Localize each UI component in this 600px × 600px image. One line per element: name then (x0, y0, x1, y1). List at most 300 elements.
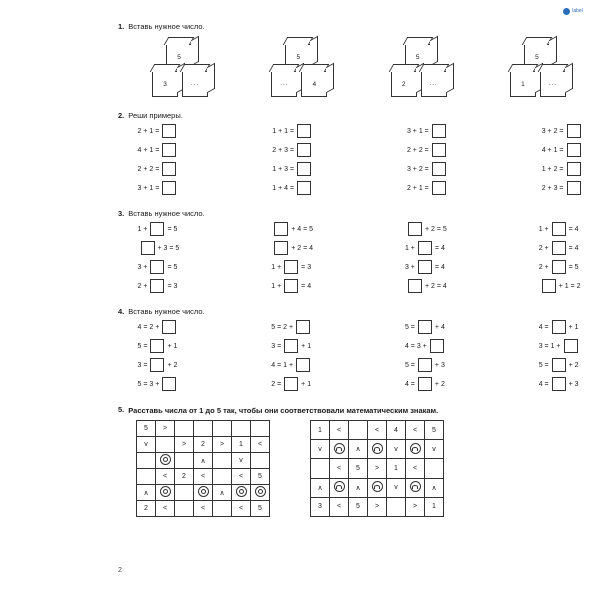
expression-pre: 2 + (538, 263, 549, 271)
expression: 2 + 2 = (137, 165, 160, 173)
exercise-row (403, 339, 448, 353)
exercise-column (540, 124, 582, 195)
grid-row (311, 459, 444, 478)
exercise-row (537, 222, 582, 236)
expression-pre: 1 + (538, 225, 549, 233)
swirl-icon (372, 481, 383, 492)
answer-box[interactable] (564, 339, 578, 353)
cube-group (383, 35, 461, 97)
task-2 (118, 111, 588, 195)
task-4 (118, 307, 588, 391)
grid-cell[interactable] (251, 453, 270, 469)
expression-post: + 2 (568, 361, 579, 369)
exercise-row (405, 162, 447, 176)
answer-box[interactable] (284, 339, 298, 353)
grid-cell: < (194, 501, 213, 517)
grid-cell[interactable] (387, 497, 406, 516)
expression-pre: 5 = 3 + (137, 380, 160, 388)
task-1-heading (118, 22, 588, 31)
answer-box[interactable] (552, 358, 566, 372)
exercise-row (540, 143, 582, 157)
expression-post: = 3 (167, 282, 178, 290)
cube-value: ... (429, 81, 438, 87)
grid-cell-flower (251, 485, 270, 501)
expression-pre: 5 = 2 + (271, 323, 294, 331)
exercise-row (403, 377, 448, 391)
expression-post: + 1 (568, 323, 579, 331)
expression-pre: 4 = (538, 380, 549, 388)
grid-cell: > (368, 459, 387, 478)
task-5-number: 5. (118, 405, 125, 414)
grid-cell[interactable] (425, 459, 444, 478)
exercise-row (270, 320, 315, 334)
grid-row (137, 453, 270, 469)
cube-left (510, 71, 536, 97)
exercise-row (136, 143, 178, 157)
cube-top-face (150, 64, 181, 72)
exercise-row (136, 260, 181, 274)
swirl-icon (410, 481, 421, 492)
grid-cell[interactable]: 1 (232, 437, 251, 453)
grid-cell: 1 (425, 497, 444, 516)
grid-cell: v (387, 440, 406, 459)
answer-box[interactable] (297, 143, 311, 157)
cube-group (144, 35, 222, 97)
swirl-icon (372, 443, 383, 454)
exercise-column (537, 320, 582, 391)
grid-cell: > (175, 437, 194, 453)
cube-left (152, 71, 178, 97)
expression-pre: 5 = (137, 342, 148, 350)
cube-value: 2 (401, 80, 406, 88)
answer-box[interactable] (162, 162, 176, 176)
answer-box[interactable] (418, 320, 432, 334)
expression-post: + 1 = 2 (558, 282, 581, 290)
answer-box[interactable] (274, 241, 288, 255)
exercise-column (270, 320, 315, 391)
answer-box[interactable] (408, 279, 422, 293)
grid-cell: 4 (387, 421, 406, 440)
grid-cell: 1 (387, 459, 406, 478)
grid-cell-swirl (368, 440, 387, 459)
grid-cell: ∧ (349, 440, 368, 459)
cube-side-face (549, 36, 557, 67)
cube-top-face (402, 37, 433, 45)
grid-cell: < (232, 469, 251, 485)
flower-icon (255, 486, 266, 497)
expression-pre: 3 + (137, 263, 148, 271)
expression: 3 + 2 = (406, 165, 429, 173)
answer-box[interactable] (162, 143, 176, 157)
grid-cell[interactable] (213, 453, 232, 469)
exercise-row (403, 222, 448, 236)
cube-value: 1 (521, 80, 525, 88)
exercise-row (537, 339, 582, 353)
task-3-number: 3. (118, 209, 125, 218)
answer-box[interactable] (296, 358, 310, 372)
cube-top-face (388, 64, 419, 72)
grid-cell: < (330, 421, 349, 440)
grid-cell[interactable] (349, 421, 368, 440)
answer-box[interactable] (162, 124, 176, 138)
cube-left (391, 71, 417, 97)
grid-cell[interactable] (175, 421, 194, 437)
expression: 1 + 3 = (272, 165, 295, 173)
cube-value: 5 (415, 53, 420, 61)
expression-post: + 1 (301, 380, 312, 388)
expression-post: + 4 = 5 (291, 225, 314, 233)
grid-cell: > (406, 497, 425, 516)
grid-right (310, 420, 444, 517)
exercise-row (270, 260, 315, 274)
expression-post: = 4 (568, 225, 579, 233)
worksheet-content (118, 22, 588, 523)
grid-cell: 5 (349, 497, 368, 516)
flower-icon (160, 486, 171, 497)
answer-box[interactable] (150, 339, 164, 353)
expression-post: + 1 (167, 342, 178, 350)
grid-cell[interactable]: 2 (175, 469, 194, 485)
expression: 1 + 2 = (541, 165, 564, 173)
exercise-row (271, 124, 313, 138)
exercise-row (537, 358, 582, 372)
grid-cell: < (330, 497, 349, 516)
expression: 1 + 4 = (272, 184, 295, 192)
cube-groups (118, 35, 588, 97)
grid-cell-flower (232, 485, 251, 501)
cube-group (502, 35, 580, 97)
exercise-row (271, 143, 313, 157)
expression-pre: 2 = (271, 380, 282, 388)
answer-box[interactable] (432, 162, 446, 176)
swirl-icon (410, 443, 421, 454)
expression-pre: 3 = 1 + (538, 342, 561, 350)
grid-cell[interactable] (175, 453, 194, 469)
answer-box[interactable] (567, 143, 581, 157)
task-1-number: 1. (118, 22, 125, 31)
expression-pre: 4 = (538, 323, 549, 331)
grid-cell[interactable] (175, 501, 194, 517)
grid-cell: v (387, 478, 406, 497)
cube-value: 5 (296, 53, 301, 61)
cube-group (263, 35, 341, 97)
cube-side-face (191, 36, 199, 67)
exercise-row (537, 320, 582, 334)
answer-box[interactable] (418, 377, 432, 391)
expression-pre: 5 = (538, 361, 549, 369)
exercise-column (136, 320, 181, 391)
publisher-logo (558, 6, 588, 16)
exercise-column (271, 124, 313, 195)
grid-cell (194, 421, 213, 437)
logo-mark-icon (563, 8, 570, 15)
exercise-row (136, 222, 181, 236)
answer-box[interactable] (430, 339, 444, 353)
exercise-column (270, 222, 315, 293)
answer-box[interactable] (552, 377, 566, 391)
grid-cell: 5 (425, 421, 444, 440)
flower-icon (198, 486, 209, 497)
grid-row (311, 440, 444, 459)
grid-cell[interactable] (137, 469, 156, 485)
logo-text: label (572, 8, 583, 14)
cube-right[interactable] (182, 71, 208, 97)
exercise-row (405, 181, 447, 195)
task-2-number: 2. (118, 111, 125, 120)
exercise-row (136, 162, 178, 176)
exercise-row (537, 260, 582, 274)
grid-cell: < (368, 421, 387, 440)
expression-post: + 1 (301, 342, 312, 350)
grid-left (136, 420, 270, 517)
page-number: 2 (118, 567, 122, 574)
exercise-row (136, 339, 181, 353)
grid-cell: v (311, 440, 330, 459)
grid-cell-swirl (406, 478, 425, 497)
exercise-row (270, 222, 315, 236)
exercise-row (270, 358, 315, 372)
answer-box[interactable] (432, 124, 446, 138)
expression-pre: 3 = (271, 342, 282, 350)
grid-cell: ∧ (349, 478, 368, 497)
answer-box[interactable] (567, 124, 581, 138)
expression-post: = 5 (167, 263, 178, 271)
grid-cell (232, 421, 251, 437)
expression-pre: 1 + (404, 244, 415, 252)
answer-box[interactable] (552, 222, 566, 236)
cube-right[interactable] (540, 71, 566, 97)
expression-pre: 4 = 3 + (404, 342, 427, 350)
grid-cell: < (156, 501, 175, 517)
answer-box[interactable] (297, 124, 311, 138)
expression-post: + 3 (568, 380, 579, 388)
answer-box[interactable] (418, 358, 432, 372)
grid-cell: > (213, 437, 232, 453)
expression-pre: 4 = (404, 380, 415, 388)
grid-cell[interactable] (213, 501, 232, 517)
cube-side-face (430, 36, 438, 67)
grid-cell[interactable] (175, 485, 194, 501)
grid-row (137, 485, 270, 501)
grid-cell: > (156, 421, 175, 437)
cube-right (301, 71, 327, 97)
task-5-grids (118, 420, 588, 517)
exercise-column (403, 222, 448, 293)
grid-row (311, 497, 444, 516)
task-3-heading (118, 209, 588, 218)
exercise-column (405, 124, 447, 195)
expression-pre: 3 = (137, 361, 148, 369)
grid-cell: ∧ (425, 478, 444, 497)
grid-cell: ∧ (137, 485, 156, 501)
exercise-row (136, 358, 181, 372)
grid-cell[interactable]: 2 (194, 437, 213, 453)
expression-post: = 3 (301, 263, 312, 271)
expression: 2 + 1 = (137, 127, 160, 135)
exercise-row (537, 279, 582, 293)
exercise-row (270, 279, 315, 293)
grid-cell[interactable] (311, 459, 330, 478)
expression-pre: 5 = (404, 323, 415, 331)
grid-cell-swirl (368, 478, 387, 497)
answer-box[interactable] (432, 181, 446, 195)
grid-cell[interactable]: 5 (137, 421, 156, 437)
cube-top-face (508, 64, 539, 72)
answer-box[interactable] (418, 260, 432, 274)
grid-cell: v (425, 440, 444, 459)
exercise-row (537, 377, 582, 391)
answer-box[interactable] (296, 320, 310, 334)
grid-cell: 2 (137, 501, 156, 517)
exercise-column (136, 124, 178, 195)
expression-pre: 2 + (137, 282, 148, 290)
cube-top-face (418, 64, 449, 72)
answer-box[interactable] (552, 320, 566, 334)
exercise-row (136, 241, 181, 255)
exercise-row (537, 241, 582, 255)
task-5-heading (118, 405, 588, 416)
expression: 3 + 1 = (406, 127, 429, 135)
task-4-columns (118, 320, 588, 391)
task-1-title: Вставь нужное число. (128, 22, 205, 31)
grid-cell-swirl (330, 478, 349, 497)
answer-box[interactable] (542, 279, 556, 293)
grid-cell: < (194, 469, 213, 485)
expression: 4 + 1 = (541, 146, 564, 154)
exercise-row (403, 279, 448, 293)
grid-cell[interactable] (251, 421, 270, 437)
grid-cell: < (406, 421, 425, 440)
answer-box[interactable] (150, 222, 164, 236)
exercise-row (136, 320, 181, 334)
grid-cell: < (251, 437, 270, 453)
expression: 2 + 3 = (541, 184, 564, 192)
grid-cell[interactable] (156, 437, 175, 453)
expression: 4 + 1 = (137, 146, 160, 154)
exercise-row (540, 124, 582, 138)
exercise-row (270, 377, 315, 391)
expression-pre: 2 + (538, 244, 549, 252)
grid-cell[interactable]: 5 (251, 469, 270, 485)
answer-box[interactable] (284, 260, 298, 274)
exercise-column (403, 320, 448, 391)
task-3 (118, 209, 588, 293)
cube-side-face (207, 63, 215, 94)
answer-box[interactable] (141, 241, 155, 255)
grid-row (137, 501, 270, 517)
grid-row (137, 421, 270, 437)
grid-cell[interactable] (137, 453, 156, 469)
task-4-number: 4. (118, 307, 125, 316)
answer-box[interactable] (150, 358, 164, 372)
expression-post: + 2 = 4 (424, 282, 447, 290)
answer-box[interactable] (418, 241, 432, 255)
swirl-icon (334, 481, 345, 492)
exercise-row (540, 162, 582, 176)
expression: 2 + 2 = (406, 146, 429, 154)
answer-box[interactable] (274, 222, 288, 236)
answer-box[interactable] (297, 181, 311, 195)
cube-value: ... (548, 81, 557, 87)
cube-top-face (522, 37, 553, 45)
grid-cell-swirl (330, 440, 349, 459)
grid-cell[interactable] (213, 421, 232, 437)
grid-cell-swirl (406, 440, 425, 459)
grid-cell-flower (156, 453, 175, 469)
exercise-row (136, 377, 181, 391)
expression-post: = 5 (568, 263, 579, 271)
swirl-icon (334, 443, 345, 454)
exercise-row (405, 143, 447, 157)
answer-box[interactable] (408, 222, 422, 236)
expression: 2 + 3 = (272, 146, 295, 154)
answer-box[interactable] (162, 181, 176, 195)
grid-cell[interactable] (213, 469, 232, 485)
grid-cell: < (406, 459, 425, 478)
exercise-row (271, 181, 313, 195)
exercise-row (403, 358, 448, 372)
answer-box[interactable] (162, 377, 176, 391)
task-2-title: Реши примеры. (128, 111, 183, 120)
task-4-title: Вставь нужное число. (128, 307, 205, 316)
answer-box[interactable] (162, 320, 176, 334)
grid-row (311, 421, 444, 440)
exercise-row (136, 279, 181, 293)
expression-post: + 2 = 5 (424, 225, 447, 233)
cube-top-face (538, 64, 569, 72)
cube-value: ... (280, 81, 289, 87)
exercise-row (271, 162, 313, 176)
answer-box[interactable] (567, 181, 581, 195)
expression-post: = 4 (434, 263, 445, 271)
grid-cell: 5 (251, 501, 270, 517)
exercise-row (403, 241, 448, 255)
cube-value: 3 (163, 80, 167, 88)
answer-box[interactable] (284, 377, 298, 391)
answer-box[interactable] (150, 260, 164, 274)
grid-cell: ∧ (311, 478, 330, 497)
expression: 3 + 2 = (541, 127, 564, 135)
expression-post: = 4 (301, 282, 312, 290)
cube-top-face (180, 64, 211, 72)
task-5 (118, 405, 588, 517)
task-4-heading (118, 307, 588, 316)
expression-post: + 4 (434, 323, 445, 331)
grid-cell: v (232, 453, 251, 469)
exercise-column (537, 222, 582, 293)
exercise-row (136, 181, 178, 195)
exercise-row (405, 124, 447, 138)
expression-post: = 4 (434, 244, 445, 252)
exercise-row (136, 124, 178, 138)
answer-box[interactable] (284, 279, 298, 293)
answer-box[interactable] (552, 241, 566, 255)
answer-box[interactable] (150, 279, 164, 293)
expression-post: + 2 (434, 380, 445, 388)
task-3-title: Вставь нужное число. (128, 209, 205, 218)
cube-side-face (310, 36, 318, 67)
exercise-row (540, 181, 582, 195)
answer-box[interactable] (567, 162, 581, 176)
cube-left[interactable] (271, 71, 297, 97)
answer-box[interactable] (432, 143, 446, 157)
answer-box[interactable] (552, 260, 566, 274)
cube-right[interactable] (421, 71, 447, 97)
cube-value: ... (190, 81, 199, 87)
exercise-row (270, 241, 315, 255)
expression-pre: 4 = 2 + (137, 323, 160, 331)
answer-box[interactable] (297, 162, 311, 176)
